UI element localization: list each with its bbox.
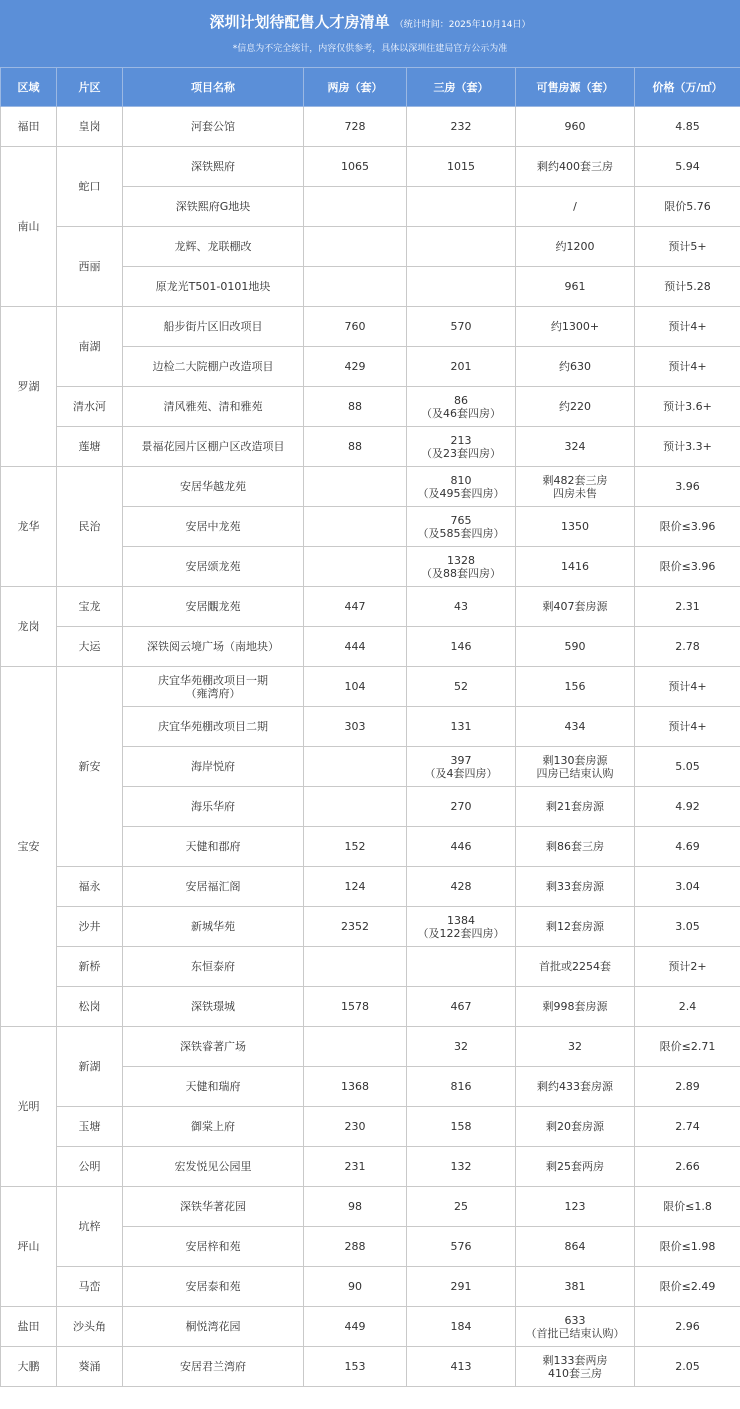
project-name-cell: 深铁阅云境广场（南地块） bbox=[123, 627, 304, 667]
three-room-cell: 570 bbox=[407, 307, 516, 347]
three-room-cell: 1384 （及122套四房） bbox=[407, 907, 516, 947]
area-cell: 南湖 bbox=[57, 307, 123, 387]
price-cell: 2.74 bbox=[635, 1107, 740, 1147]
project-name-cell: 御棠上府 bbox=[123, 1107, 304, 1147]
two-room-cell: 760 bbox=[304, 307, 407, 347]
column-header: 项目名称 bbox=[123, 68, 304, 107]
price-cell: 5.94 bbox=[635, 147, 740, 187]
available-units-cell: 剩133套两房 410套三房 bbox=[516, 1347, 635, 1387]
three-room-cell: 43 bbox=[407, 587, 516, 627]
two-room-cell bbox=[304, 947, 407, 987]
table-row bbox=[1, 467, 740, 507]
district-cell: 大鹏 bbox=[1, 1347, 57, 1387]
area-cell: 玉塘 bbox=[57, 1107, 123, 1147]
project-name-cell: 安居梓和苑 bbox=[123, 1227, 304, 1267]
table-row bbox=[1, 947, 740, 987]
project-name-cell: 景福花园片区棚户区改造项目 bbox=[123, 427, 304, 467]
two-room-cell: 231 bbox=[304, 1147, 407, 1187]
two-room-cell bbox=[304, 227, 407, 267]
three-room-cell: 291 bbox=[407, 1267, 516, 1307]
three-room-cell bbox=[407, 227, 516, 267]
three-room-cell: 184 bbox=[407, 1307, 516, 1347]
page-title bbox=[0, 13, 740, 34]
price-cell: 限价≤1.8 bbox=[635, 1187, 740, 1227]
project-name-cell: 安居君兰湾府 bbox=[123, 1347, 304, 1387]
two-room-cell: 124 bbox=[304, 867, 407, 907]
table-row bbox=[1, 307, 740, 347]
available-units-cell: 123 bbox=[516, 1187, 635, 1227]
two-room-cell: 429 bbox=[304, 347, 407, 387]
three-room-cell: 270 bbox=[407, 787, 516, 827]
price-cell: 3.96 bbox=[635, 467, 740, 507]
area-cell: 大运 bbox=[57, 627, 123, 667]
available-units-cell: 381 bbox=[516, 1267, 635, 1307]
price-cell: 2.89 bbox=[635, 1067, 740, 1107]
table-row bbox=[1, 1307, 740, 1347]
available-units-cell: 剩约433套房源 bbox=[516, 1067, 635, 1107]
price-cell: 预计4+ bbox=[635, 667, 740, 707]
price-cell: 预计2+ bbox=[635, 947, 740, 987]
district-cell: 龙华 bbox=[1, 467, 57, 587]
three-room-cell: 32 bbox=[407, 1027, 516, 1067]
district-cell: 坪山 bbox=[1, 1187, 57, 1307]
project-name-cell: 深铁华著花园 bbox=[123, 1187, 304, 1227]
three-room-cell: 1015 bbox=[407, 147, 516, 187]
three-room-cell bbox=[407, 187, 516, 227]
price-cell: 预计5.28 bbox=[635, 267, 740, 307]
stat-date-note: （统计时间：2025年10月14日） bbox=[394, 20, 531, 30]
price-cell: 限价≤1.98 bbox=[635, 1227, 740, 1267]
area-cell: 坑梓 bbox=[57, 1187, 123, 1267]
two-room-cell: 88 bbox=[304, 387, 407, 427]
three-room-cell bbox=[407, 947, 516, 987]
available-units-cell: 剩21套房源 bbox=[516, 787, 635, 827]
district-cell: 龙岗 bbox=[1, 587, 57, 667]
project-name-cell: 新城华苑 bbox=[123, 907, 304, 947]
two-room-cell bbox=[304, 747, 407, 787]
project-name-cell: 船步街片区旧改项目 bbox=[123, 307, 304, 347]
price-cell: 预计4+ bbox=[635, 707, 740, 747]
project-name-cell: 安居中龙苑 bbox=[123, 507, 304, 547]
area-cell: 民治 bbox=[57, 467, 123, 587]
available-units-cell: 剩130套房源 四房已结束认购 bbox=[516, 747, 635, 787]
column-header: 三房（套） bbox=[407, 68, 516, 107]
three-room-cell: 52 bbox=[407, 667, 516, 707]
two-room-cell: 230 bbox=[304, 1107, 407, 1147]
project-name-cell: 深铁熙府G地块 bbox=[123, 187, 304, 227]
available-units-cell: 961 bbox=[516, 267, 635, 307]
available-units-cell: 剩33套房源 bbox=[516, 867, 635, 907]
project-name-cell: 原龙光T501-0101地块 bbox=[123, 267, 304, 307]
available-units-cell: 剩86套三房 bbox=[516, 827, 635, 867]
column-header: 片区 bbox=[57, 68, 123, 107]
table-row bbox=[1, 227, 740, 267]
available-units-cell: 剩25套两房 bbox=[516, 1147, 635, 1187]
three-room-cell: 446 bbox=[407, 827, 516, 867]
three-room-cell: 428 bbox=[407, 867, 516, 907]
area-cell: 新湖 bbox=[57, 1027, 123, 1107]
two-room-cell: 444 bbox=[304, 627, 407, 667]
price-cell: 预计5+ bbox=[635, 227, 740, 267]
two-room-cell: 303 bbox=[304, 707, 407, 747]
column-header: 区域 bbox=[1, 68, 57, 107]
available-units-cell: 剩407套房源 bbox=[516, 587, 635, 627]
area-cell: 西丽 bbox=[57, 227, 123, 307]
available-units-cell: 434 bbox=[516, 707, 635, 747]
available-units-cell: 1350 bbox=[516, 507, 635, 547]
project-name-cell: 边检二大院棚户改造项目 bbox=[123, 347, 304, 387]
table-row bbox=[1, 1147, 740, 1187]
price-cell: 2.78 bbox=[635, 627, 740, 667]
two-room-cell bbox=[304, 787, 407, 827]
available-units-cell: 剩998套房源 bbox=[516, 987, 635, 1027]
project-name-cell: 河套公馆 bbox=[123, 107, 304, 147]
two-room-cell: 447 bbox=[304, 587, 407, 627]
column-header-row bbox=[1, 68, 740, 107]
table-row bbox=[1, 387, 740, 427]
price-cell: 限价≤3.96 bbox=[635, 507, 740, 547]
two-room-cell: 728 bbox=[304, 107, 407, 147]
project-name-cell: 桐悦湾花园 bbox=[123, 1307, 304, 1347]
two-room-cell bbox=[304, 187, 407, 227]
price-cell: 预计4+ bbox=[635, 307, 740, 347]
two-room-cell: 153 bbox=[304, 1347, 407, 1387]
available-units-cell: / bbox=[516, 187, 635, 227]
three-room-cell: 413 bbox=[407, 1347, 516, 1387]
three-room-cell: 132 bbox=[407, 1147, 516, 1187]
three-room-cell: 1328 （及88套四房） bbox=[407, 547, 516, 587]
available-units-cell: 590 bbox=[516, 627, 635, 667]
available-units-cell: 约1200 bbox=[516, 227, 635, 267]
price-cell: 限价5.76 bbox=[635, 187, 740, 227]
table-row bbox=[1, 667, 740, 707]
price-cell: 预计3.3+ bbox=[635, 427, 740, 467]
three-room-cell: 86 （及46套四房） bbox=[407, 387, 516, 427]
two-room-cell: 1578 bbox=[304, 987, 407, 1027]
project-name-cell: 深铁璟城 bbox=[123, 987, 304, 1027]
price-cell: 3.04 bbox=[635, 867, 740, 907]
housing-table bbox=[0, 67, 740, 1387]
available-units-cell: 156 bbox=[516, 667, 635, 707]
area-cell: 沙井 bbox=[57, 907, 123, 947]
table-body bbox=[1, 107, 740, 1387]
table-row bbox=[1, 1267, 740, 1307]
three-room-cell: 765 （及585套四房） bbox=[407, 507, 516, 547]
two-room-cell: 152 bbox=[304, 827, 407, 867]
price-cell: 预计3.6+ bbox=[635, 387, 740, 427]
area-cell: 清水河 bbox=[57, 387, 123, 427]
table-row bbox=[1, 107, 740, 147]
price-cell: 5.05 bbox=[635, 747, 740, 787]
district-cell: 宝安 bbox=[1, 667, 57, 1027]
area-cell: 莲塘 bbox=[57, 427, 123, 467]
project-name-cell: 清风雅苑、清和雅苑 bbox=[123, 387, 304, 427]
project-name-cell: 天健和瑞府 bbox=[123, 1067, 304, 1107]
three-room-cell: 467 bbox=[407, 987, 516, 1027]
column-header: 可售房源（套） bbox=[516, 68, 635, 107]
three-room-cell: 131 bbox=[407, 707, 516, 747]
district-cell: 南山 bbox=[1, 147, 57, 307]
price-cell: 限价≤2.71 bbox=[635, 1027, 740, 1067]
price-cell: 2.66 bbox=[635, 1147, 740, 1187]
three-room-cell: 158 bbox=[407, 1107, 516, 1147]
area-cell: 葵涌 bbox=[57, 1347, 123, 1387]
table-row bbox=[1, 1027, 740, 1067]
available-units-cell: 960 bbox=[516, 107, 635, 147]
project-name-cell: 庆宜华苑棚改项目二期 bbox=[123, 707, 304, 747]
two-room-cell bbox=[304, 547, 407, 587]
area-cell: 松岗 bbox=[57, 987, 123, 1027]
three-room-cell: 213 （及23套四房） bbox=[407, 427, 516, 467]
table-row bbox=[1, 867, 740, 907]
project-name-cell: 宏发悦见公园里 bbox=[123, 1147, 304, 1187]
two-room-cell bbox=[304, 467, 407, 507]
district-cell: 光明 bbox=[1, 1027, 57, 1187]
district-cell: 罗湖 bbox=[1, 307, 57, 467]
three-room-cell: 25 bbox=[407, 1187, 516, 1227]
available-units-cell: 约220 bbox=[516, 387, 635, 427]
three-room-cell bbox=[407, 267, 516, 307]
project-name-cell: 深铁熙府 bbox=[123, 147, 304, 187]
project-name-cell: 海岸悦府 bbox=[123, 747, 304, 787]
project-name-cell: 安居泰和苑 bbox=[123, 1267, 304, 1307]
two-room-cell: 104 bbox=[304, 667, 407, 707]
price-cell: 3.05 bbox=[635, 907, 740, 947]
area-cell: 蛇口 bbox=[57, 147, 123, 227]
project-name-cell: 深铁睿著广场 bbox=[123, 1027, 304, 1067]
project-name-cell: 庆宜华苑棚改项目一期 （雍湾府） bbox=[123, 667, 304, 707]
two-room-cell bbox=[304, 507, 407, 547]
available-units-cell: 324 bbox=[516, 427, 635, 467]
title-text: 深圳计划待配售人才房清单 bbox=[209, 13, 390, 31]
price-cell: 4.92 bbox=[635, 787, 740, 827]
table-row bbox=[1, 427, 740, 467]
project-name-cell: 龙辉、龙联棚改 bbox=[123, 227, 304, 267]
two-room-cell bbox=[304, 267, 407, 307]
table-row bbox=[1, 1187, 740, 1227]
project-name-cell: 安居华越龙苑 bbox=[123, 467, 304, 507]
area-cell: 福永 bbox=[57, 867, 123, 907]
area-cell: 新安 bbox=[57, 667, 123, 867]
table-row bbox=[1, 1107, 740, 1147]
column-header: 价格（万/㎡） bbox=[635, 68, 740, 107]
project-name-cell: 天健和郡府 bbox=[123, 827, 304, 867]
area-cell: 新桥 bbox=[57, 947, 123, 987]
project-name-cell: 海乐华府 bbox=[123, 787, 304, 827]
table-row bbox=[1, 1347, 740, 1387]
project-name-cell: 安居颂龙苑 bbox=[123, 547, 304, 587]
three-room-cell: 576 bbox=[407, 1227, 516, 1267]
table-row bbox=[1, 587, 740, 627]
area-cell: 宝龙 bbox=[57, 587, 123, 627]
column-header: 两房（套） bbox=[304, 68, 407, 107]
price-cell: 2.31 bbox=[635, 587, 740, 627]
table-row bbox=[1, 907, 740, 947]
price-cell: 限价≤3.96 bbox=[635, 547, 740, 587]
three-room-cell: 146 bbox=[407, 627, 516, 667]
two-room-cell: 90 bbox=[304, 1267, 407, 1307]
three-room-cell: 232 bbox=[407, 107, 516, 147]
price-cell: 2.4 bbox=[635, 987, 740, 1027]
price-cell: 预计4+ bbox=[635, 347, 740, 387]
two-room-cell: 88 bbox=[304, 427, 407, 467]
area-cell: 马峦 bbox=[57, 1267, 123, 1307]
available-units-cell: 32 bbox=[516, 1027, 635, 1067]
table-header-banner bbox=[0, 0, 740, 67]
two-room-cell: 98 bbox=[304, 1187, 407, 1227]
two-room-cell: 1368 bbox=[304, 1067, 407, 1107]
available-units-cell: 剩20套房源 bbox=[516, 1107, 635, 1147]
table-row bbox=[1, 147, 740, 187]
available-units-cell: 633 （首批已结束认购） bbox=[516, 1307, 635, 1347]
available-units-cell: 864 bbox=[516, 1227, 635, 1267]
area-cell: 皇岗 bbox=[57, 107, 123, 147]
two-room-cell: 1065 bbox=[304, 147, 407, 187]
available-units-cell: 约630 bbox=[516, 347, 635, 387]
price-cell: 2.96 bbox=[635, 1307, 740, 1347]
project-name-cell: 安居覵龙苑 bbox=[123, 587, 304, 627]
table-row bbox=[1, 987, 740, 1027]
available-units-cell: 1416 bbox=[516, 547, 635, 587]
district-cell: 盐田 bbox=[1, 1307, 57, 1347]
disclaimer-note: *信息为不完全统计，内容仅供参考，具体以深圳住建局官方公示为准 bbox=[232, 44, 508, 54]
price-cell: 4.85 bbox=[635, 107, 740, 147]
project-name-cell: 安居福汇阁 bbox=[123, 867, 304, 907]
three-room-cell: 810 （及495套四房） bbox=[407, 467, 516, 507]
project-name-cell: 东恒泰府 bbox=[123, 947, 304, 987]
available-units-cell: 首批或2254套 bbox=[516, 947, 635, 987]
two-room-cell: 288 bbox=[304, 1227, 407, 1267]
three-room-cell: 816 bbox=[407, 1067, 516, 1107]
table-row bbox=[1, 627, 740, 667]
area-cell: 公明 bbox=[57, 1147, 123, 1187]
three-room-cell: 201 bbox=[407, 347, 516, 387]
available-units-cell: 剩约400套三房 bbox=[516, 147, 635, 187]
price-cell: 限价≤2.49 bbox=[635, 1267, 740, 1307]
price-cell: 4.69 bbox=[635, 827, 740, 867]
three-room-cell: 397 （及4套四房） bbox=[407, 747, 516, 787]
two-room-cell: 2352 bbox=[304, 907, 407, 947]
available-units-cell: 剩12套房源 bbox=[516, 907, 635, 947]
two-room-cell: 449 bbox=[304, 1307, 407, 1347]
available-units-cell: 剩482套三房 四房未售 bbox=[516, 467, 635, 507]
district-cell: 福田 bbox=[1, 107, 57, 147]
available-units-cell: 约1300+ bbox=[516, 307, 635, 347]
two-room-cell bbox=[304, 1027, 407, 1067]
area-cell: 沙头角 bbox=[57, 1307, 123, 1347]
price-cell: 2.05 bbox=[635, 1347, 740, 1387]
